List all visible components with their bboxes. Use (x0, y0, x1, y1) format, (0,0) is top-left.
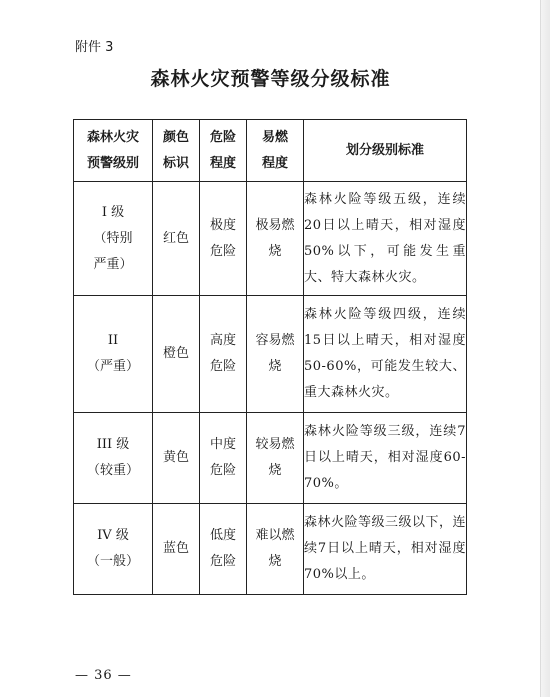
table-row-level-4 (74, 504, 467, 595)
cell-danger: 极度 危险 (200, 182, 247, 296)
cell-level: III 级 （较重） (74, 413, 153, 504)
cell-standard: 森林火险等级三级以下，连续7日以上晴天，相对湿度70%以上。 (304, 504, 467, 595)
cell-flammability: 极易燃 烧 (247, 182, 304, 296)
page-number: — 36 — (75, 668, 132, 683)
grading-table (73, 119, 467, 595)
cell-flammability: 容易燃 烧 (247, 296, 304, 413)
header-color-mark: 颜色 标识 (153, 120, 200, 182)
cell-color: 橙色 (153, 296, 200, 413)
cell-standard: 森林火险等级五级，连续20日以上晴天，相对湿度50%以下，可能发生重大、特大森林火灾。 (304, 182, 467, 296)
cell-danger: 低度 危险 (200, 504, 247, 595)
cell-danger: 中度 危险 (200, 413, 247, 504)
cell-color: 蓝色 (153, 504, 200, 595)
cell-color: 黄色 (153, 413, 200, 504)
page-edge (540, 0, 550, 697)
cell-level: I 级 （特别 严重） (74, 182, 153, 296)
cell-danger: 高度 危险 (200, 296, 247, 413)
cell-flammability: 难以燃 烧 (247, 504, 304, 595)
cell-standard: 森林火险等级四级，连续15日以上晴天，相对湿度50-60%，可能发生较大、重大森林火灾。 (304, 296, 467, 413)
table-row-level-3 (74, 413, 467, 504)
cell-level: IV 级 （一般） (74, 504, 153, 595)
header-standard: 划分级别标准 (304, 120, 467, 182)
header-danger-degree: 危险 程度 (200, 120, 247, 182)
cell-color: 红色 (153, 182, 200, 296)
table-row-level-1 (74, 182, 467, 296)
table-row-level-2 (74, 296, 467, 413)
cell-flammability: 较易燃 烧 (247, 413, 304, 504)
header-flammability: 易燃 程度 (247, 120, 304, 182)
attachment-label: 附件 3 (75, 40, 114, 55)
header-warning-level: 森林火灾 预警级别 (74, 120, 153, 182)
cell-standard: 森林火险等级三级，连续7日以上晴天，相对湿度60-70%。 (304, 413, 467, 504)
table-header-row (74, 120, 467, 182)
document-title: 森林火灾预警等级分级标准 (150, 68, 391, 90)
cell-level: II （严重） (74, 296, 153, 413)
